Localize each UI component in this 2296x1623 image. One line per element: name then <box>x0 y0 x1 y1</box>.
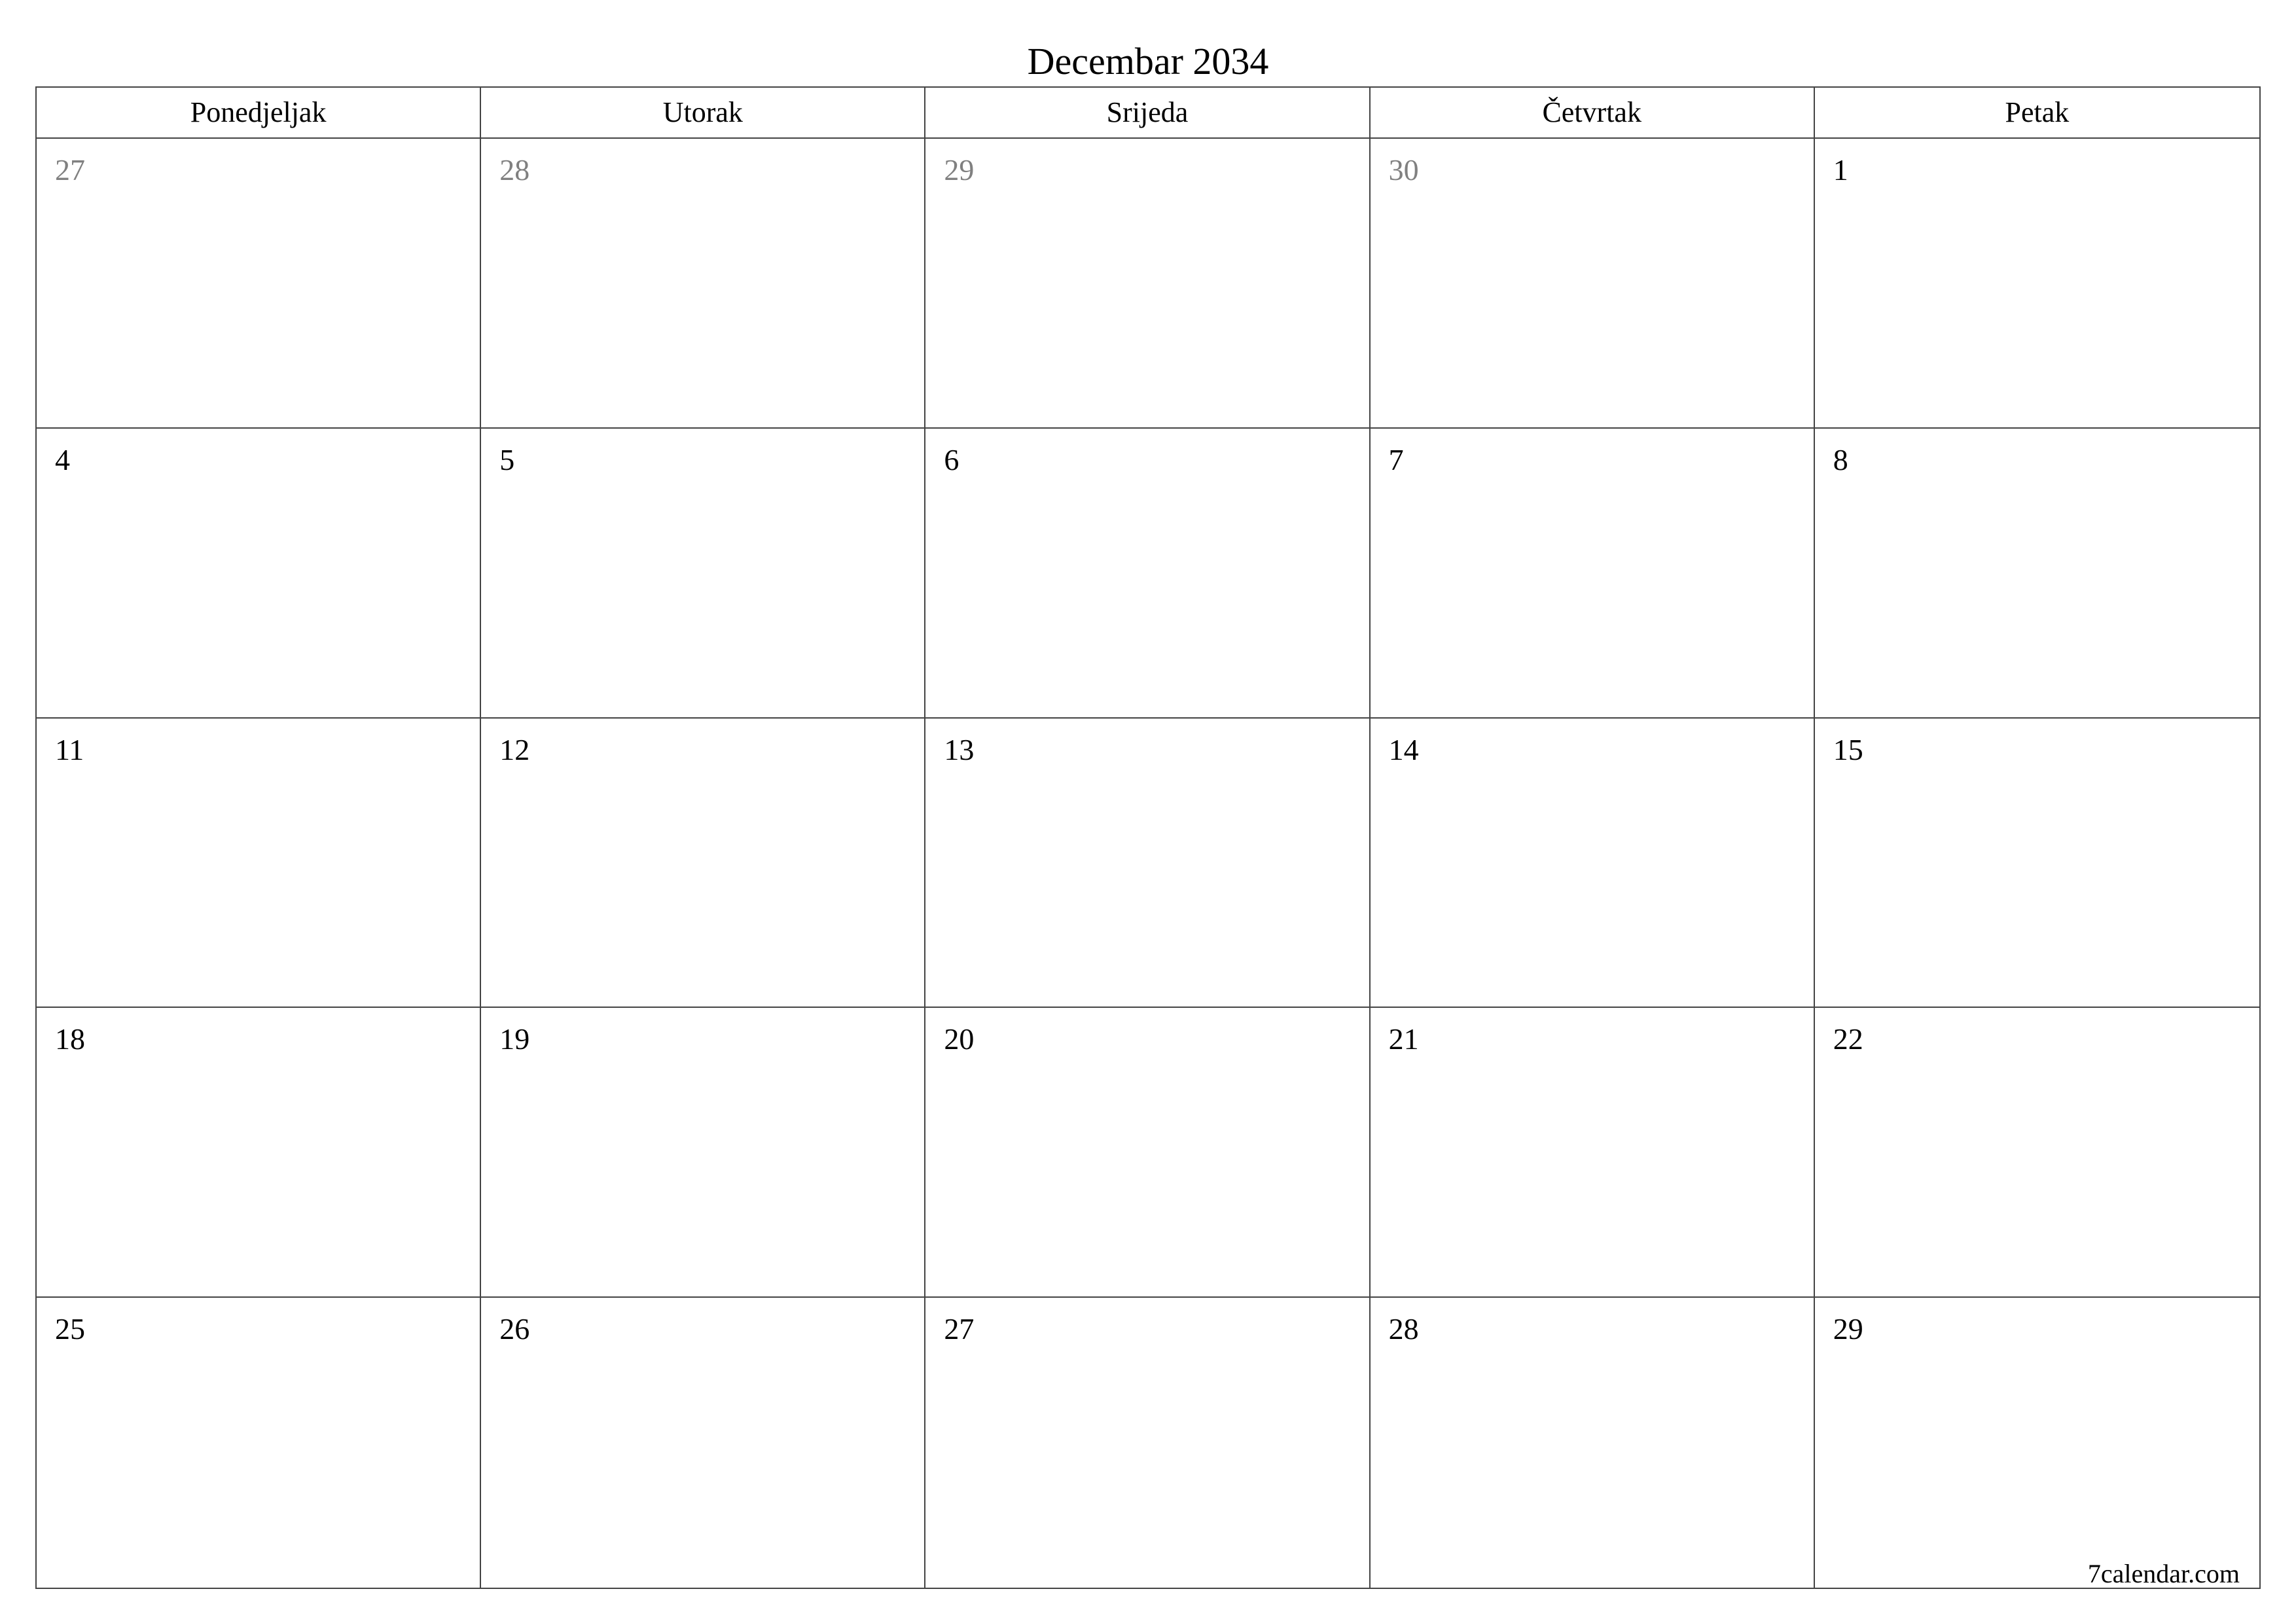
day-number: 1 <box>1833 153 1848 187</box>
day-cell <box>1371 429 1815 719</box>
day-cell <box>1815 139 2259 429</box>
day-cell <box>37 429 481 719</box>
day-cell <box>925 1298 1370 1588</box>
day-cell <box>37 1298 481 1588</box>
day-number: 30 <box>1388 153 1419 187</box>
day-cell <box>925 1008 1370 1298</box>
day-number: 15 <box>1833 732 1863 766</box>
day-number: 7 <box>1388 442 1404 476</box>
day-number: 27 <box>55 153 85 187</box>
day-cell <box>1815 1008 2259 1298</box>
day-cell <box>925 719 1370 1008</box>
footer-credit: 7calendar.com <box>2087 1559 2240 1588</box>
day-number: 18 <box>55 1022 85 1056</box>
weekday-header-wednesday: Srijeda <box>925 88 1370 139</box>
day-cell <box>1371 719 1815 1008</box>
day-cell <box>481 1008 925 1298</box>
day-cell <box>37 139 481 429</box>
weekday-header-friday: Petak <box>1815 88 2259 139</box>
day-number: 19 <box>499 1022 530 1056</box>
day-cell <box>481 1298 925 1588</box>
day-number: 22 <box>1833 1022 1863 1056</box>
day-cell <box>481 429 925 719</box>
day-cell <box>1815 719 2259 1008</box>
day-cell <box>1371 139 1815 429</box>
day-cell <box>1371 1008 1815 1298</box>
day-number: 28 <box>1388 1312 1419 1346</box>
day-number: 4 <box>55 442 70 476</box>
day-number: 13 <box>944 732 975 766</box>
day-cell <box>1815 1298 2259 1588</box>
day-cell <box>925 139 1370 429</box>
day-number: 20 <box>944 1022 975 1056</box>
day-cell <box>481 139 925 429</box>
day-number: 27 <box>944 1312 975 1346</box>
day-cell <box>37 719 481 1008</box>
day-number: 29 <box>944 153 975 187</box>
day-number: 5 <box>499 442 515 476</box>
day-cell <box>481 719 925 1008</box>
day-cell <box>1815 429 2259 719</box>
weekday-header-thursday: Četvrtak <box>1371 88 1815 139</box>
day-cell <box>925 429 1370 719</box>
day-number: 28 <box>499 153 530 187</box>
day-number: 26 <box>499 1312 530 1346</box>
day-number: 29 <box>1833 1312 1863 1346</box>
day-number: 14 <box>1388 732 1419 766</box>
day-cell <box>1371 1298 1815 1588</box>
day-cell <box>37 1008 481 1298</box>
calendar-grid <box>35 86 2261 1589</box>
day-number: 12 <box>499 732 530 766</box>
day-number: 21 <box>1388 1022 1419 1056</box>
day-number: 6 <box>944 442 960 476</box>
day-number: 11 <box>55 732 84 766</box>
weekday-header-monday: Ponedjeljak <box>37 88 481 139</box>
weekday-header-tuesday: Utorak <box>481 88 925 139</box>
day-number: 25 <box>55 1312 85 1346</box>
page-title: Decembar 2034 <box>1027 40 1269 82</box>
day-number: 8 <box>1833 442 1848 476</box>
